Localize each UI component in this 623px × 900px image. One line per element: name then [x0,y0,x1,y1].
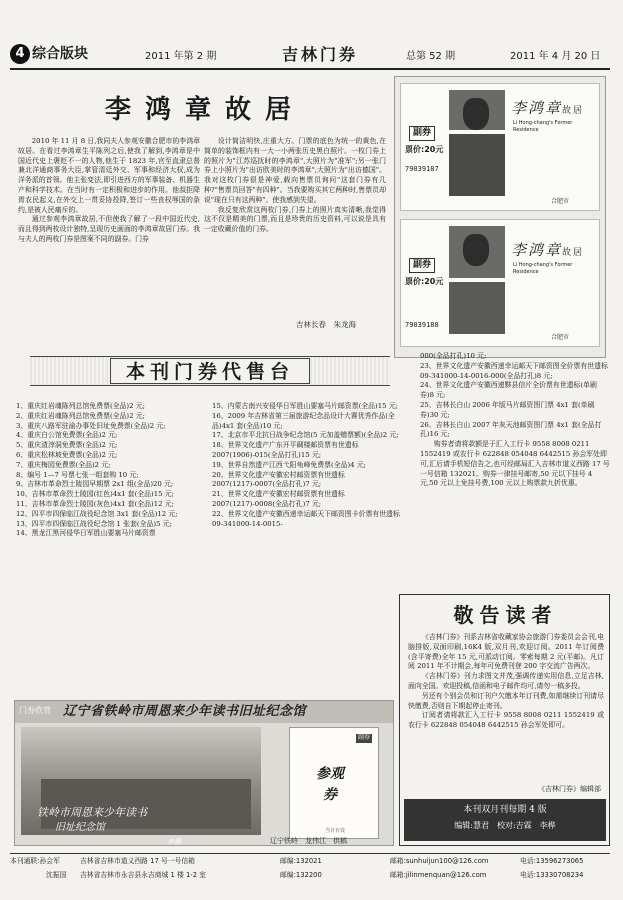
sub-ticket-label: 副券 [409,258,435,273]
list-item: 20、世界文化遗产安徽宏村邮资票有世遗标 2007(1217)-0007(全品打孔)7 元; [212,470,345,489]
list-item: 19、世界自然遗产江西弋阳龟峰免费票(全品)4 元; [212,460,366,469]
publication-date: 2011 年 4 月 20 日 [510,51,601,62]
article-paragraph: 我反复欣赏这两枚门券,门券上的照片真实清晰,我觉得这不仅是精美的门票,而且是珍贵的历史资料,可以说是具有一定收藏价值的门券。 [204,205,386,234]
paper-name: 吉林门券 [282,45,359,64]
ticket-title: 李鸿章故居 [511,241,585,259]
ticket-text: 参观券 [316,766,344,803]
portrait-photo [449,90,505,130]
ad-title-bar [15,701,393,723]
ticket-image-2 [400,219,600,347]
list-item: 23、世界文化遗产安徽西递幸运邮天下邮资图全价票有世遗标 09-341000-14-0016-000(全品打孔)8 元; [420,361,608,380]
section-name: 综合版块 [32,46,88,62]
issue-number: 2011 年第 2 期 [145,51,217,62]
photo-signature: 李鹏 [167,838,181,846]
contact-postcode: 邮编:132021 [280,857,322,865]
article-column-1 [18,137,200,245]
list-item: 15、内蒙古南兴安侵华日军胜山要塞马片邮资票(全品)15 元; [212,402,398,410]
list-item: 17、北京市平北抗日战争纪念馆(5 元加盖赠票额)(全品)2 元; [212,431,399,440]
featured-ticket-ad [14,700,394,846]
photo-caption: 旧址纪念馆 [55,822,105,833]
contact-email[interactable]: 邮箱:sunhuijun100@126.com [390,857,489,865]
list-item: 13、四平市四保临江战役纪念馆 1 张套(全品)5 元; [16,519,172,528]
article-paragraph: 设计简洁明快,庄重大方。门票的底色为统一的黄色,在简单的装饰框内有一大一小两张历史黑白照片。一枚门券上的照片为"江苏巡抚时的李鸿章",大照片为"准军";另一张门券上小照片为"出访欧美时的李鸿章",大照片为"出访德国"。我对这枚门券很是神爱,载向售票员询问"这套门券有几种?"售票员回答"有四种"。当我要购买其它两种时,售票员却说"现在只有这两种"。使我感到失望。 [204,137,386,204]
list-item: 12、四平市四保临江战役纪念馆 3x1 套(全品)12 元; [16,509,178,518]
list-item: 24、世界文化遗产安徽西递黟县信片全价票有世遗标(单刷券)8 元; [420,381,597,400]
sale-list-column-2 [212,402,405,529]
ad-title: 辽宁省铁岭市周恩来少年读书旧址纪念馆 [63,704,307,719]
ticket-serial: 79039188 [405,321,439,329]
editors-bar [404,799,606,841]
notice-paragraph: 订阅者请将款汇入工行卡 9558 8008 0211 1552419 或农行卡 622848 054048 6442515 孙会军处即可。 [408,711,604,730]
list-item: 2、重庆红岩魂陈列总馆免费票(全品)2 元; [16,411,145,420]
ticket-subtitle: Li Hong-chang's Former Residence [513,120,573,134]
list-item: 6、重庆松林坡免费票(全品)2 元; [16,450,118,459]
list-item: 000(全品打孔)10 元; [420,352,487,360]
contact-address: 吉林省吉林市永吉县永吉商城 1 楼 1-2 室 [80,871,207,879]
sale-list-column-3 [420,352,610,489]
ticket-org: 合肥市 [551,334,570,341]
article-paragraph: 2010 年 11 月 8 日,我同夫人参观安徽合肥市的李鸿章故居。在看过李鸿章生平陈列之后,使我了解到,李鸿章是中国近代史上褒贬不一的人物,他生于 1823 年,官至直隶总督兼北洋通商事务大臣,掌管清廷外交、军事和经济大权,成为洋务派的首领。他主张变法,即引进西方的军事装备、机器生产和科学技术。在当时有一定积极和进步的作用。他叔拒降胥农民起义,在外交上一贯妥协投降,签订一些丧权辱国的条约,是被人民痛斥的。 [18,137,200,214]
footer-row [10,871,610,883]
notice-paragraph: 《吉林门券》刊系吉林省收藏家协会旅游门券委员会会刊,电脑排版,双面印刷,16K4 版,双月刊,欢迎订阅。2011 年订阅费(含平寄费)全年 15 元,可派动订阅。零索每期 2 元(平邮)。凡订阅 2011 年不计期会,每年可免费刊登 200 字交流广告两次。 [408,633,604,671]
notice-body [408,633,604,731]
contact-name: 沈振国 [46,871,67,879]
notice-signature: 《吉林门券》编辑部 [538,785,601,793]
ticket-images [394,76,606,358]
list-item: 11、吉林市革命烈士陵园(灰色)4x1 套(全品)12 元; [16,499,174,508]
list-item: 5、重庆渣滓洞免费票(全品)2 元; [16,441,118,450]
article-column-2 [204,137,386,235]
ticket-price: 票价:20元 [405,277,444,286]
visit-ticket [289,727,379,839]
portrait-photo [449,226,505,278]
page-number-badge: 4 [10,44,30,64]
ticket-subtitle: Li Hong-chang's Former Residence [513,262,573,276]
list-item: 购券者请将款额是于汇入工行卡 9558 8008 0211 1552419 或农行卡 622848 054048 6442515 孙会军处即可,汇后请手机短信告之,也可经邮局汇入吉林市道义西路 17 号一号信箱 132021。购券一律挂号邮寄,50 元以下挂号 4 元,50 元以上免挂号费,100 元以上购票款九折优惠。 [420,440,610,488]
reader-notice-box [399,594,610,846]
total-issue: 总第 52 期 [406,51,456,62]
list-item: 1、重庆红岩魂陈列总馆免费票(全品)2 元; [16,402,145,410]
page-header [10,42,610,70]
sale-list-column-1 [16,402,209,539]
contact-email[interactable]: 邮箱:jilinmenquan@126.com [390,871,487,879]
list-item: 14、黑龙江黑河侵华日军胜山要塞马片邮资票 [16,529,156,538]
list-item: 3、重庆八路军驻渝办事处旧址免费票(全品)2 元; [16,421,166,430]
article-paragraph: 通过参观李鸿章故居,不但使我了解了一段中国近代史,而且得到两枚设计独特,呈现历史画面的李鸿章故居门券。我与夫人的两枚门券是图案不同的副券。门券 [18,215,200,243]
ad-tag: 门券欣赏 [19,706,51,715]
list-item: 4、重庆白公馆免费票(全品)2 元; [16,431,118,440]
memorial-photo [21,727,261,846]
list-item: 25、吉林长白山 2006 年版马片邮资图门票 4x1 套(单刷券)30 元; [420,400,595,419]
contact-postcode: 邮编:132200 [280,871,322,879]
list-item: 10、吉林市革命烈士陵园(红色)4x1 套(全品)15 元; [16,490,174,499]
ticket-price: 票价:20元 [405,145,444,154]
sub-ticket-label: 副券 [409,126,435,141]
list-item: 8、编号 1—7 号票七张一组套购 10 元; [16,470,139,479]
notice-title: 敬告读者 [453,603,558,627]
editors-line-2: 编辑:慧君 校对:吉霖 李桦 [454,821,556,831]
list-item: 21、世界文化遗产安徽宏村邮资票有世遗标 2007(1217)-0008(全品打孔)7 元; [212,490,345,508]
group-photo [449,134,505,196]
ticket-title: 李鸿章故居 [511,99,585,117]
ticket-label: 副券 [357,734,370,741]
page-footer [10,853,610,885]
article-title: 李鸿章故居 [104,95,305,125]
ticket-image-1 [400,83,600,211]
ticket-serial: 79039187 [405,165,439,173]
editors-line-1: 本刊双月刊每期 4 版 [463,805,547,815]
contact-phone: 电话:13596273065 [520,857,584,865]
contact-phone: 电话:13330708234 [520,871,584,879]
contact-address: 吉林省吉林市道义西路 17 号一号信箱 [80,857,195,865]
ad-credit: 辽宁铁岭 龙伟江 供稿 [270,837,347,845]
ticket-org: 合肥市 [551,198,570,205]
scene-photo [449,282,505,334]
list-item: 26、吉林长白山 2007 年灰天池邮资图门票 4x1 套(全品打孔)16 元; [420,420,602,439]
list-item: 16、2009 年吉林省第三届旅游纪念品设计大赛优秀作品(全品)4x1 套(全品)10 元; [212,411,395,430]
list-item: 22、世界文化遗产安徽西递幸运邮天下邮资图卡价票有世遗标 09-341000-14-0015- [212,509,400,528]
footer-row [10,857,610,869]
ticket-footnote: 当日有效 [324,828,345,834]
list-item: 18、世界文化遗产广东开平碉楼邮资票有世遗标 2007(1906)-015(全品打孔)15 元; [212,441,359,459]
article-author: 吉林长春 朱龙海 [296,320,356,329]
list-item: 9、吉林市革命烈士陵园早期票 2x1 组(全品)20 元; [16,480,174,489]
section-title: 本刊门券代售台 [110,358,310,384]
notice-paragraph: 另还有个别会员和订刊户欠缴本年订刊费,如需继续订刊请尽快缴费,否则自下期起停止寄刊。 [408,691,604,710]
contact-name: 本刊通联:孙会军 [10,857,60,865]
list-item: 7、重庆梅园免费票(全品)2 元; [16,460,111,469]
notice-paragraph: 《吉林门券》刊力求图文并茂,强调传递实用信息,立足吉林,面向全国。欢迎投稿,信函和电子邮件均可,请勿一稿多投。 [408,672,604,690]
photo-caption: 铁岭市周恩来少年读书 [37,806,147,819]
